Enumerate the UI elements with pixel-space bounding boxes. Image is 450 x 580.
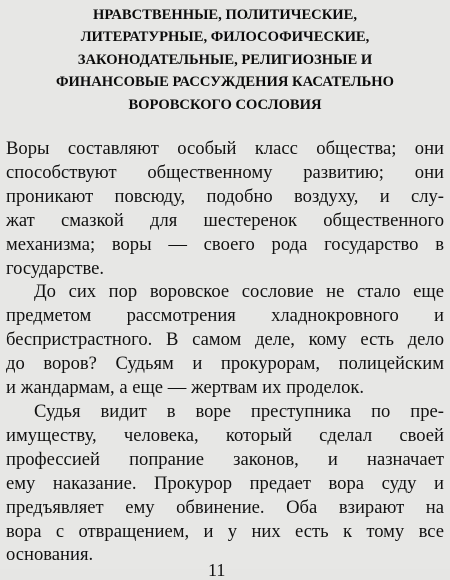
text-line: До сих пор воровское сословие не стало еще — [34, 281, 444, 303]
paragraph-1 — [6, 137, 444, 280]
heading-line: НРАВСТВЕННЫЕ, ПОЛИТИЧЕСКИЕ, — [92, 7, 358, 23]
text-line: беспристрастного. В самом деле, кому есть дело — [6, 329, 444, 351]
text-line: профессией попрание законов, и назначает — [6, 448, 444, 470]
text-line: предметом рассмотрения хладнокровного и — [6, 305, 444, 327]
heading-line: ЗАКОНОДАТЕЛЬНЫЕ, РЕЛИГИОЗНЫЕ И — [77, 51, 373, 68]
text-line: вора с отвращением, и у них есть к тому все — [6, 520, 444, 542]
text-line: жат смазкой для шестеренок общественного — [6, 209, 444, 231]
text-line: основания. — [6, 544, 94, 566]
text-line: имуществу, человека, который сделал своей — [6, 424, 444, 446]
body-text — [6, 137, 444, 567]
text-line: Воры составляют особый класс общества; они — [6, 138, 444, 159]
text-line: способствуют общественному развитию; они — [6, 161, 444, 183]
chapter-heading — [0, 4, 450, 116]
paragraph-2 — [6, 280, 444, 400]
text-line: Судья видит в воре преступника по пре- — [34, 400, 444, 422]
heading-line: ВОРОВСКОГО СОСЛОВИЯ — [128, 96, 322, 113]
text-line: предъявляет ему обвинение. Оба взирают на — [6, 496, 444, 518]
text-line: и жандармам, а еще — жертвам их проделок. — [6, 377, 365, 399]
paragraph-3 — [6, 400, 444, 567]
text-line: до воров? Судьям и прокурорам, полицейским — [6, 353, 444, 375]
text-line: ему наказание. Прокурор предает вора суду и — [6, 472, 444, 494]
page-number: 11 — [208, 560, 226, 580]
text-line: государстве. — [6, 257, 105, 279]
heading-line: ФИНАНСОВЫЕ РАССУЖДЕНИЯ КАСАТЕЛЬНО — [56, 74, 394, 91]
text-line: механизма; воры — своего рода государство в — [6, 233, 444, 255]
heading-line: ЛИТЕРАТУРНЫЕ, ФИЛОСОФИЧЕСКИЕ, — [80, 29, 370, 46]
text-line: проникают повсюду, подобно воздуху, и слу- — [6, 185, 444, 207]
